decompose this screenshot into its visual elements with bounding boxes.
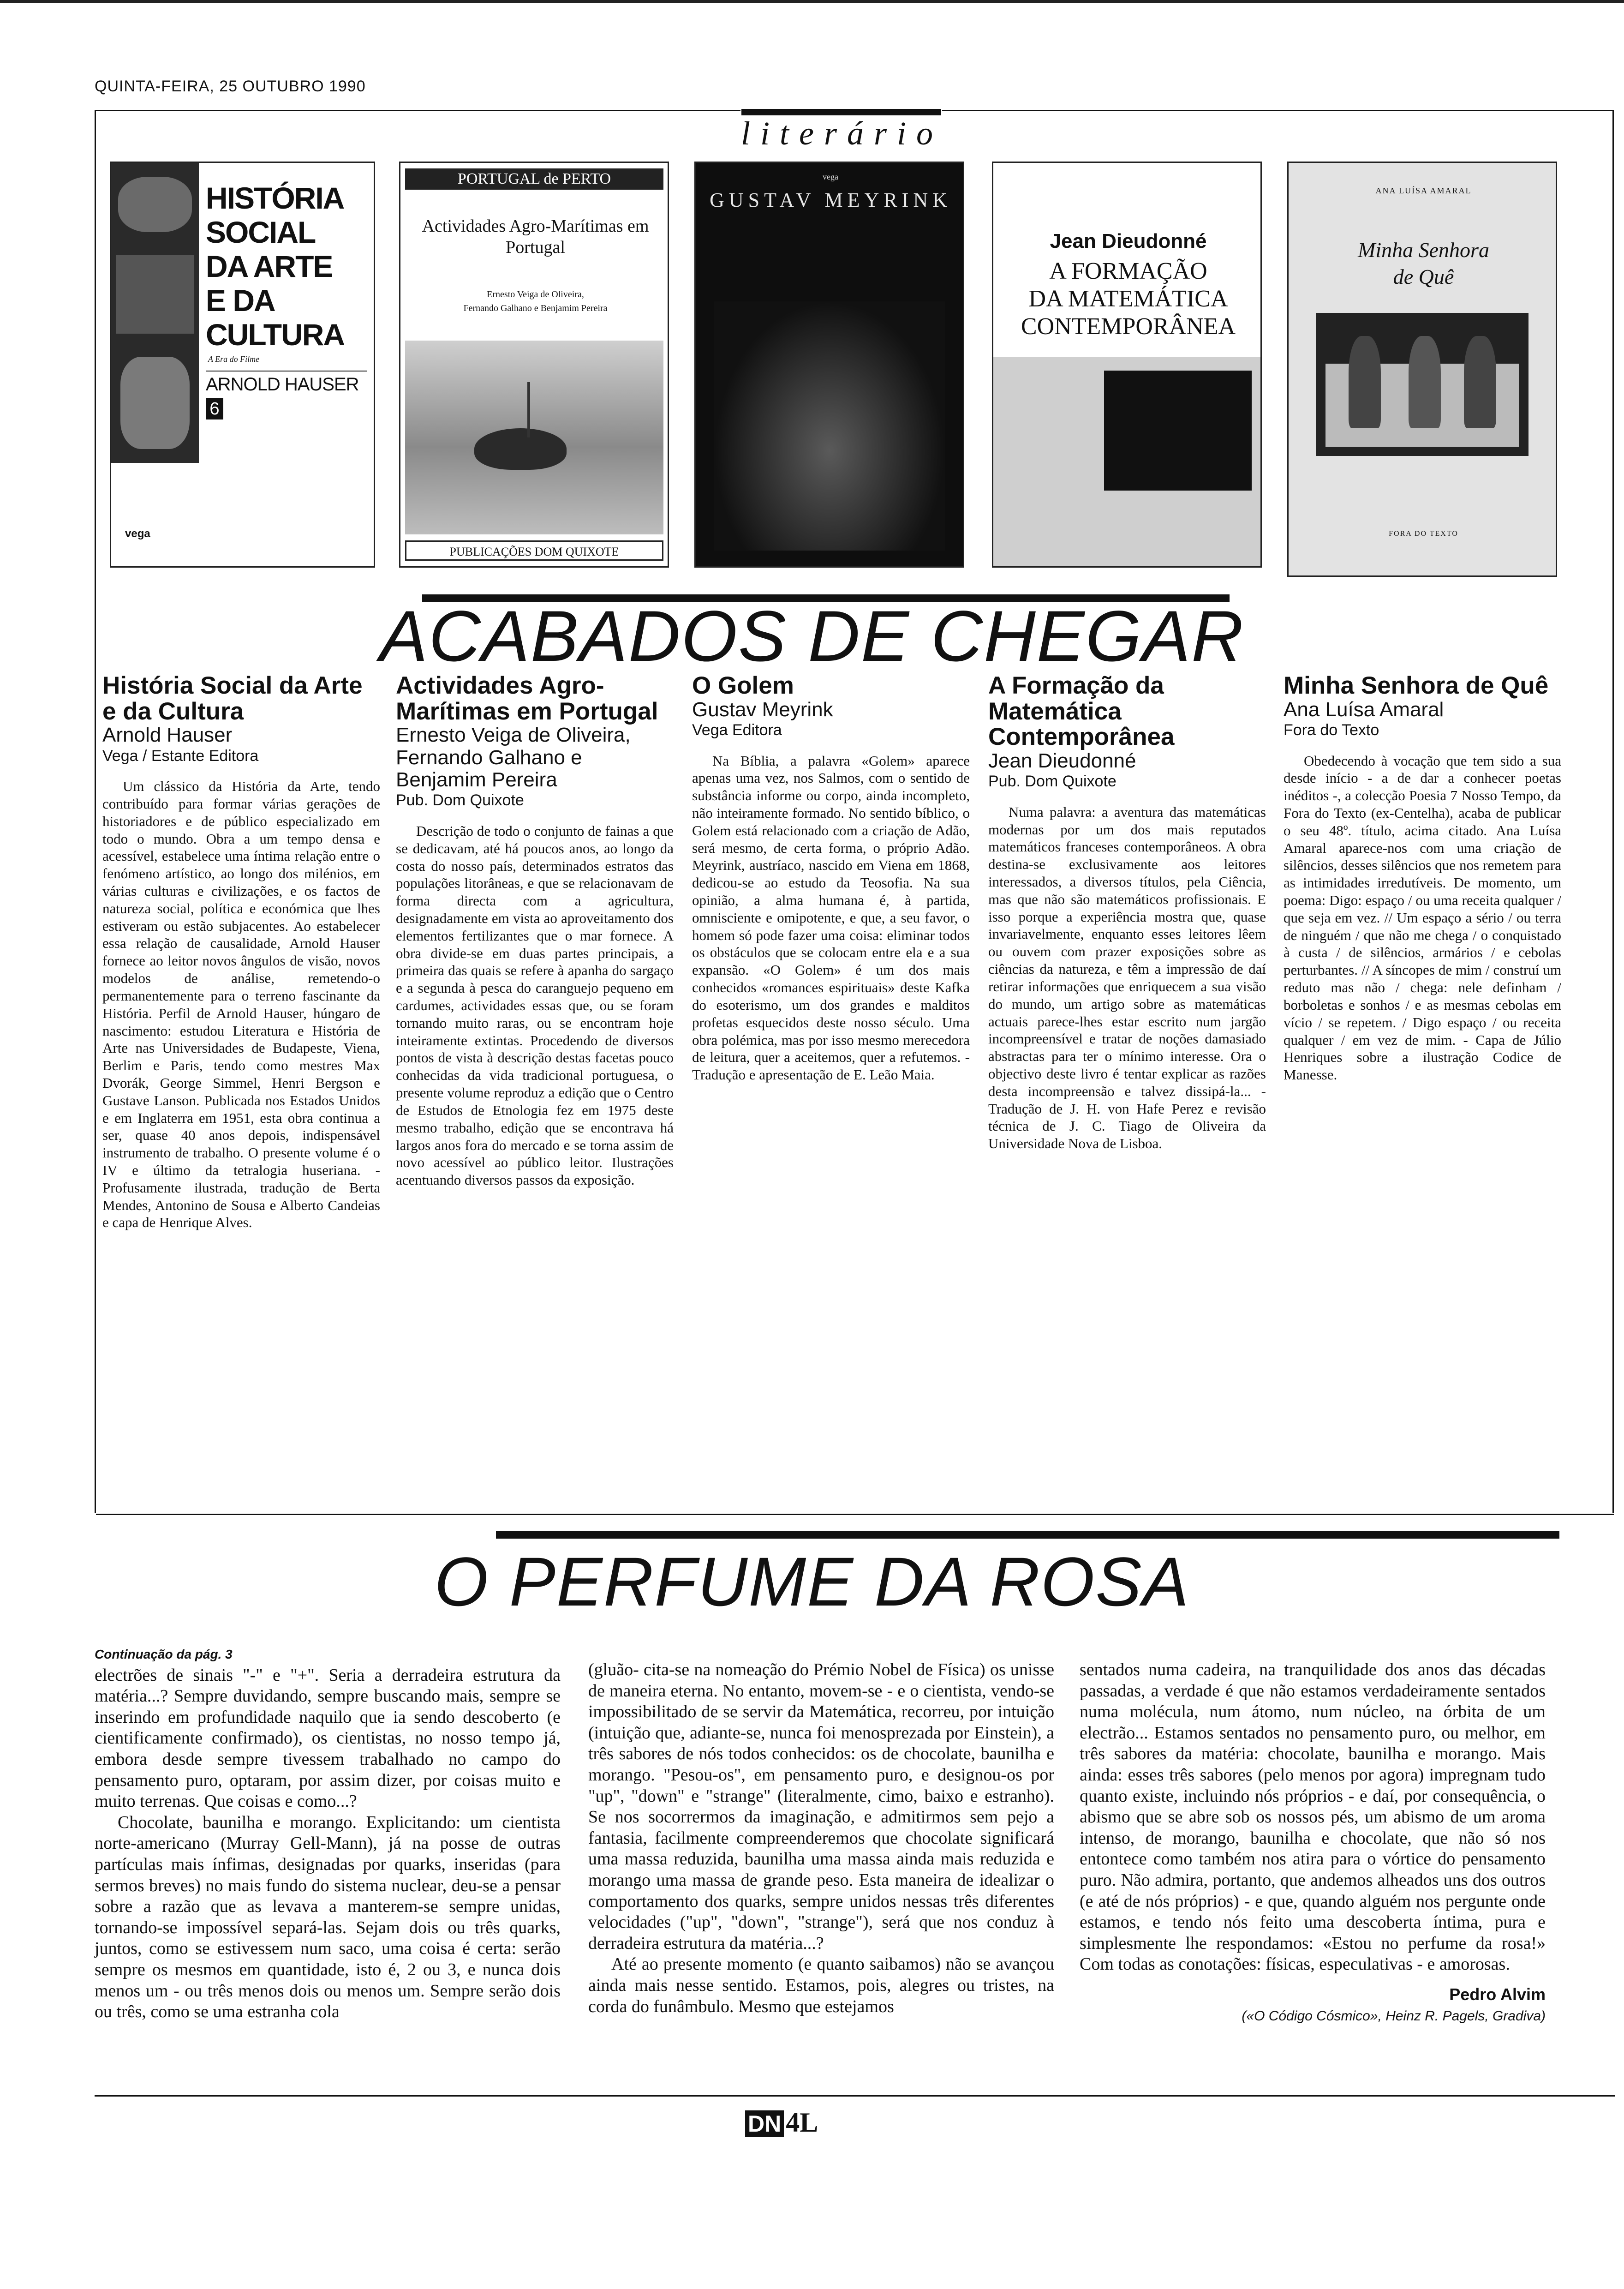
author-signature: Pedro Alvim [1449, 1984, 1546, 2004]
cover-boat-photo [405, 341, 663, 534]
review-author: Jean Dieudonné [988, 749, 1136, 772]
dateline: QUINTA-FEIRA, 25 OUTUBRO 1990 [95, 78, 366, 95]
cover-authors-line: Ernesto Veiga de Oliveira, [487, 289, 584, 300]
feature-title: O PERFUME DA ROSA [434, 1543, 1190, 1620]
feature-column-1 [95, 1647, 561, 2023]
review-publisher: Pub. Dom Quixote [988, 773, 1116, 791]
review-title: Actividades Agro-Marítimas em Portugal [396, 672, 658, 725]
page-number [745, 2107, 818, 2139]
cover-title: Actividades Agro-Marítimas em Portugal [422, 216, 649, 257]
review-author: Arnold Hauser [102, 724, 233, 747]
review-author: Gustav Meyrink [692, 698, 833, 721]
feature-paragraph: electrões de sinais "-" e "+". Seria a derradeira estrutura da matéria...? Sempre duvidando, sempre buscando mais, sempre se inserindo em profundidade naquilo que ia sendo descoberto (e cientificamente confirmado), os cientistas, no nosso tempo já, embora desde sempre tivessem trabalhado no campo do pensamento puro, optaram, por assim dizer, por coisas muito e muito terrenas. Que coisas e como...? [95, 1665, 561, 1811]
feature-column-2 [588, 1660, 1054, 2017]
review-title: A Formação da Matemática Contemporânea [988, 672, 1175, 751]
review-publisher: Vega Editora [692, 721, 782, 739]
review-publisher: Fora do Texto [1284, 721, 1379, 739]
cover-series-header: PORTUGAL de PERTO [405, 168, 663, 190]
bottom-rule [95, 2095, 1615, 2097]
feature-paragraph: sentados numa cadeira, na tranquilidade dos anos das décadas passadas, a verdade é que não estamos verdadeiramente sentados numa molécula, num átomo, num núcleo, na órbita de um electrão... Estamos sentados no pensamento puro, ou melhor, em três sabores da matéria: chocolate, baunilha e morango. Mais ainda: esses três sabores (pelo menos por agora) impregnam tudo quanto existe, incluindo nós próprios - e daí, por consequência, o abismo que se abre sob os nossos pés, um abismo de um aroma intenso, de morango, baunilha e chocolate, que não só nos entontece como também nos atira para o vórtice do pensamento puro. Não admira, portanto, que andemos alheados uns dos outros (e até de nós próprios) - e que, quando alguém nos pergunte onde estamos, e tendo nós feito uma descoberta íntima, pura e simplesmente lhe respondamos: «Estou no perfume da rosa!» Com todas as conotações: físicas, especulativas - e amorosas. [1080, 1660, 1546, 1974]
feature-column-3 [1080, 1660, 1546, 2025]
review-historia-social [102, 673, 380, 1231]
review-author: Ernesto Veiga de Oliveira, Fernando Galhano e Benjamim Pereira [396, 724, 631, 791]
review-body: Na Bíblia, a palavra «Golem» aparece apenas uma vez, nos Salmos, com o sentido de substância informe ou corpo, ainda incompleto, não inteiramente formado. No sentido bíblico, o Golem está relacionado com a criação de Adão, será mesmo, de certa forma, o próprio Adão. Meyrink, austríaco, nascido em Viena em 1868, dedicou-se ao estudo da Teosofia. Na sua opinião, a alma humana é, à partida, omnisciente e omipotente, e que, a seu favor, o homem só pode fazer uma coisa: eliminar todos os obstáculos que se colocam entre ela e a sua expansão. «O Golem» é um dos mais conhecidos «romances espirituais» deste Kafka do esoterismo, um dos grandes e malditos profetas esquecidos deste nosso século. Uma obra polémica, mas por isso mesmo merecedora de leitura, quer a aceitemos, quer a refutemos. - Tradução e apresentação de E. Leão Maia. [692, 752, 970, 1083]
masthead-logo: DN [745, 2110, 784, 2137]
review-formacao-matematica [988, 673, 1266, 1152]
page-number-text: 4L [786, 2107, 818, 2138]
section-separator [96, 1514, 1614, 1515]
book-cover-hauser [110, 162, 375, 568]
book-cover-formacao-matematica [992, 162, 1262, 568]
vega-logo: vega [823, 172, 838, 181]
cover-manuscript-illustration [1316, 313, 1528, 456]
feature-paragraph: Até ao presente momento (e quanto saibamos) não se avançou ainda mais nesse sentido. Estamos, pois, alegres ou tristes, na corda do funâmbulo. Mesmo que estejamos [588, 1954, 1054, 2016]
review-agro-maritimas [396, 673, 674, 1189]
section-label: literário [740, 115, 943, 152]
cover-title-line: CONTEMPORÂNEA [1021, 313, 1236, 340]
cover-dark-illustration [714, 301, 945, 551]
cover-title-line: HISTÓRIA [206, 181, 344, 215]
cover-volume-number: 6 [206, 398, 223, 419]
review-body: Um clássico da História da Arte, tendo contribuído para formar várias gerações de historiadores e de público especializado em todo o mundo. Obra a um tempo densa e acessível, estabelece uma íntima relação entre o fenómeno artístico, ao longo dos milénios, em várias culturas e civilizações, e os factos de natureza social, política e económica que lhes estiveram ou estão subjacentes. Ao estabelecer essa relação de causalidade, Arnold Hauser fornece ao leitor novos ângulos de visão, novos modelos de análise, remetendo-o permanentemente para o terreno fascinante da História. Perfil de Arnold Hauser, húngaro de nascimento: estudou Literatura e História de Arte nas Universidades de Budapeste, Viena, Berlim e Paris, tendo como mestres Max Dvorák, George Simmel, Henri Bergson e Gustave Lanson. Publicada nos Estados Unidos e em Inglaterra em 1951, esta obra continua a ser, quase 40 anos depois, indispensável instrumento de trabalho. O presente volume é o IV e último da tetralogia huseriana. - Profusamente ilustrada, tradução de Berta Mendes, Antonino de Sousa e Alberto Candeias e capa de Henrique Alves. [102, 778, 380, 1231]
review-title: O Golem [692, 672, 794, 699]
review-title: Minha Senhora de Quê [1284, 672, 1549, 699]
cover-author: GUSTAV MEYRINK [710, 189, 952, 211]
continuation-note: Continuação da pág. 3 [95, 1647, 233, 1661]
review-author: Ana Luísa Amaral [1284, 698, 1444, 721]
top-rule [0, 0, 1624, 3]
feature-paragraph: (gluão- cita-se na nomeação do Prémio Nobel de Física) os unisse de maneira eterna. No entanto, movem-se - e o cientista, vendo-se impossibilitado de se servir da Matemática, recorreu, por intuição (intuição que, adiante-se, nunca foi menosprezada por Einstein), a três sabores de nós todos conhecidos: os de chocolate, baunilha e morango. "Pesou-os", em pensamento puro, e designou-os por "up", "down" e "strange" (literalmente, cimo, baixo e estranho). Se nos socorrermos da imaginação, e admitirmos sem pejo a fantasia, facilmente compreenderemos que chocolate significará uma massa reduzida, baunilha uma massa ainda mais reduzida e morango uma massa de grande peso. Esta maneira de idealizar o comportamento dos quarks, sempre unidos nessas três diferentes velocidades ("up", "down", "strange"), será que nos conduz à derradeira estrutura da matéria...? [588, 1660, 1054, 1953]
cover-author: ARNOLD HAUSER [206, 371, 367, 395]
cover-title-line: CULTURA [206, 317, 345, 352]
cover-title-line: DA MATEMÁTICA [1028, 285, 1228, 312]
cover-gray-panel [993, 357, 1262, 568]
review-publisher: Vega / Estante Editora [102, 747, 259, 765]
review-body: Obedecendo à vocação que tem sido a sua desde início - a de dar a conhecer poetas inéditos -, a colecção Poesia 7 Nosso Tempo, da Fora do Texto (ex-Centelha), acaba de publicar o seu 48º. título, acima citado. Ana Luísa Amaral aparece-nos com uma criação de silêncios, desses silêncios que nos remetem para as intimidades irredutíveis. De momento, um poema: Digo: espaço / ou uma receita qualquer / que seja em vez. // Um espaço a sério / ou terra de ninguém / que não me chega / o conquistado à custa / de silêncios, armários / e cebolas perturbantes. // A síncopes de mim / construí um reduto mas não / chega: nele definham / borboletas e sonhos / e as mesmas cebolas em vício / se repetem. / Digo espaço / ou receita qualquer / em vez de mim. - Capa de Júlio Henriques sobre a ilustração Codice de Manesse. [1284, 752, 1561, 1083]
cover-publisher-footer: PUBLICAÇÕES DOM QUIXOTE [405, 540, 663, 561]
feature-title-bar [496, 1531, 1559, 1539]
review-publisher: Pub. Dom Quixote [396, 791, 524, 809]
cover-author: ANA LUÍSA AMARAL [1375, 186, 1472, 195]
frame-top-left [95, 110, 740, 111]
cover-title-line: de Quê [1393, 264, 1454, 288]
review-minha-senhora [1284, 673, 1561, 1084]
frame-right [1612, 110, 1614, 1513]
frame-left [95, 110, 96, 1513]
review-golem [692, 673, 970, 1084]
review-title: História Social da Arte e da Cultura [102, 672, 363, 725]
vega-logo: vega [125, 527, 150, 540]
cover-black-square [1104, 371, 1252, 491]
feature-paragraph: Chocolate, baunilha e morango. Explicitando: um cientista norte-americano (Murray Gell-Mann), já na posse de outras partículas mais ínfimas, designadas por quarks, inseridas (para sermos breves) no mais fundo do sistema nuclear, deu-se a pensar sobre a razão que as levava a manterem-se sempre unidas, tornando-se impossível separá-las. Sejam dois ou três quarks, juntos, como se estivessem num saco, uma coisa é certa: serão sempre os mesmos em quantidade, isto é, 2 ou 3, e nunca dois menos um - ou três menos dois ou menos um. Sempre serão dois ou três, como se uma estranha cola [95, 1812, 561, 2022]
review-body: Descrição de todo o conjunto de fainas a que se dedicavam, até há poucos anos, ao longo da costa do nosso país, determinados estratos das populações litorâneas, e que se relacionavam de forma directa com a agricultura, designadamente em vista ao aproveitamento dos elementos fertilizantes que o mar fornece. A obra divide-se em duas partes principais, a primeira das quais se refere à apanha do sargaço e a segunda à pesca do caranguejo pequeno em cardumes, actividades essas que, ou se foram tornando muito raras, ou se encontram hoje inteiramente extintas. Procedendo de diversos pontos de vista à descrição destas facetas pouco conhecidas da vida tradicional portuguesa, o presente volume reproduz a edição que o Centro de Estudos de Etnologia fez em 1975 deste mesmo trabalho, edição que se encontrava há largos anos fora do mercado e se torna assim de novo acessível ao público leitor. Ilustrações acentuando diversos passos da exposição. [396, 822, 674, 1188]
frame-top-right [942, 110, 1614, 111]
cover-publisher-footer: FORA DO TEXTO [1389, 530, 1458, 538]
cover-title-line: DA ARTE [206, 249, 333, 283]
book-cover-agro-maritimas [399, 162, 669, 568]
cover-subtitle: A Era do Filme [208, 354, 260, 364]
book-cover-golem [694, 162, 964, 568]
cover-authors-line: Fernando Galhano e Benjamim Pereira [463, 303, 608, 313]
review-body: Numa palavra: a aventura das matemáticas modernas por um dos mais reputados matemáticos franceses contemporâneos. A obra destina-se exclusivamente aos leitores interessados, a diversos títulos, pela Ciência, mas que não são matemáticos profissionais. E isso porque a experiência mostra que, quase invariavelmente, enquanto esses leitores lêem ou ouvem com prazer exposições sobre as ciências da natureza, e têm a impressão de daí retirar informações que enriquecem a sua visão do mundo, um artigo sobre as matemáticas actuais parece-lhes estar escrito num jargão incompreensível e tratar de noções damasiado abstractas para ter o mínimo interesse. Ora o objectivo deste livro é tentar explicar as razões desta incompreensão e talvez dissipá-la... - Tradução de J. H. von Hafe Perez e revisão técnica de J. C. Tiago de Oliveira da Universidade Nova de Lisboa. [988, 803, 1266, 1152]
headline: ACABADOS DE CHEGAR [380, 596, 1244, 677]
cover-title-line: Minha Senhora [1358, 238, 1489, 262]
cover-author: Jean Dieudonné [1050, 230, 1207, 252]
book-cover-minha-senhora [1287, 162, 1557, 577]
cover-title-line: SOCIAL [206, 215, 316, 249]
source-credit: («O Código Cósmico», Heinz R. Pagels, Gradiva) [1242, 2008, 1546, 2024]
cover-title-line: E DA [206, 283, 275, 318]
cover-photo-strip [111, 163, 199, 463]
cover-title-line: A FORMAÇÃO [1049, 258, 1207, 284]
